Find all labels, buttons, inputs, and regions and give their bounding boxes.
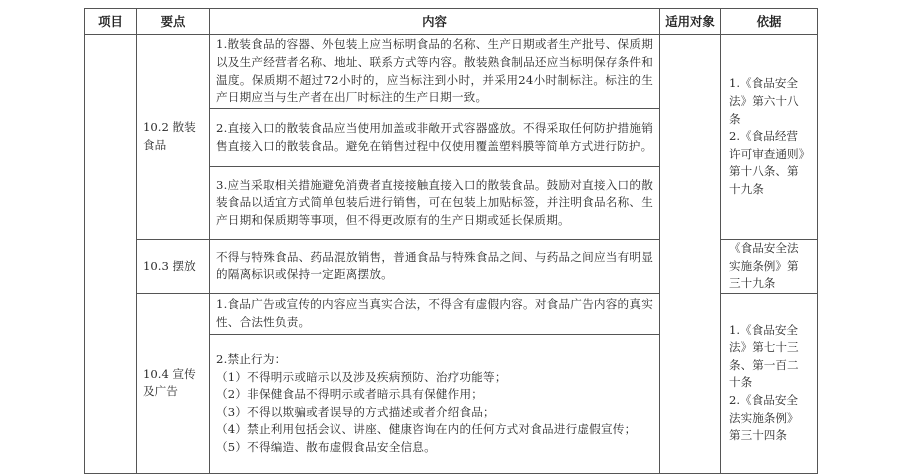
prohibited-item-3: （3）不得以欺骗或者误导的方式描述或者介绍食品； [216,404,495,419]
header-basis: 依据 [721,9,818,35]
prohibited-item-4: （4）禁止利用包括会议、讲座、健康咨询在内的任何方式对食品进行虚假宣传； [216,422,637,437]
content-cell-10-4-1: 1.食品广告或宣传的内容应当真实合法，不得含有虚假内容。对食品广告内容的真实性、合法性负责。 [210,293,660,334]
header-point: 要点 [137,9,210,35]
content-cell-10-3: 不得与特殊食品、药品混放销售，普通食品与特殊食品之间、与药品之间应当有明显的隔离标识或保持一定距离摆放。 [210,240,660,294]
table-header-row [85,9,818,35]
point-cell-10-4: 10.4 宣传及广告 [137,293,210,473]
item-cell [85,35,137,474]
content-cell-10-2-3: 3.应当采取相关措施避免消费者直接接触直接入口的散装食品。鼓励对直接入口的散装食品以适宜方式简单包装后进行销售，可在包装上加贴标签，并注明食品名称、生产日期和保质期等事项，但不得更改原有的生产日期或延长保质期。 [210,167,660,240]
regulation-table [84,8,818,474]
content-cell-10-2-2: 2.直接入口的散装食品应当使用加盖或非敞开式容器盛放。不得采取任何防护措施销售直接入口的散装食品。避免在销售过程中仅使用覆盖塑料膜等简单方式进行防护。 [210,109,660,167]
header-content: 内容 [210,9,660,35]
basis-cell-10-4: 1.《食品安全法》第七十三条、第一百二十条 2.《食品安全法实施条例》第三十四条 [721,293,818,473]
regulation-table-container [84,8,817,474]
point-cell-10-3: 10.3 摆放 [137,240,210,294]
prohibited-heading: 2.禁止行为： [216,352,287,366]
header-item: 项目 [85,9,137,35]
content-cell-10-4-2 [210,334,660,473]
prohibited-item-1: （1）不得明示或暗示以及涉及疾病预防、治疗功能等； [216,369,507,384]
basis-cell-10-2: 1.《食品安全法》第六十八条 2.《食品经营许可审查通则》第十八条、第十九条 [721,35,818,240]
target-cell [660,35,721,474]
prohibited-item-2: （2）非保健食品不得明示或者暗示具有保健作用； [216,387,484,402]
content-cell-10-2-1: 1.散装食品的容器、外包装上应当标明食品的名称、生产日期或者生产批号、保质期以及生产经营者名称、地址、联系方式等内容。散装熟食制品还应当标明保存条件和温度。保质期不超过72小时的，应当标注到小时，并采用24小时制标注。标注的生产日期应当与生产者在出厂时标注的生产日期一致。 [210,35,660,109]
prohibited-item-5: （5）不得编造、散布虚假食品安全信息。 [216,439,436,454]
table-row [85,35,818,109]
point-cell-10-2: 10.2 散装食品 [137,35,210,240]
header-target: 适用对象 [660,9,721,35]
basis-cell-10-3: 《食品安全法实施条例》第三十九条 [721,240,818,294]
